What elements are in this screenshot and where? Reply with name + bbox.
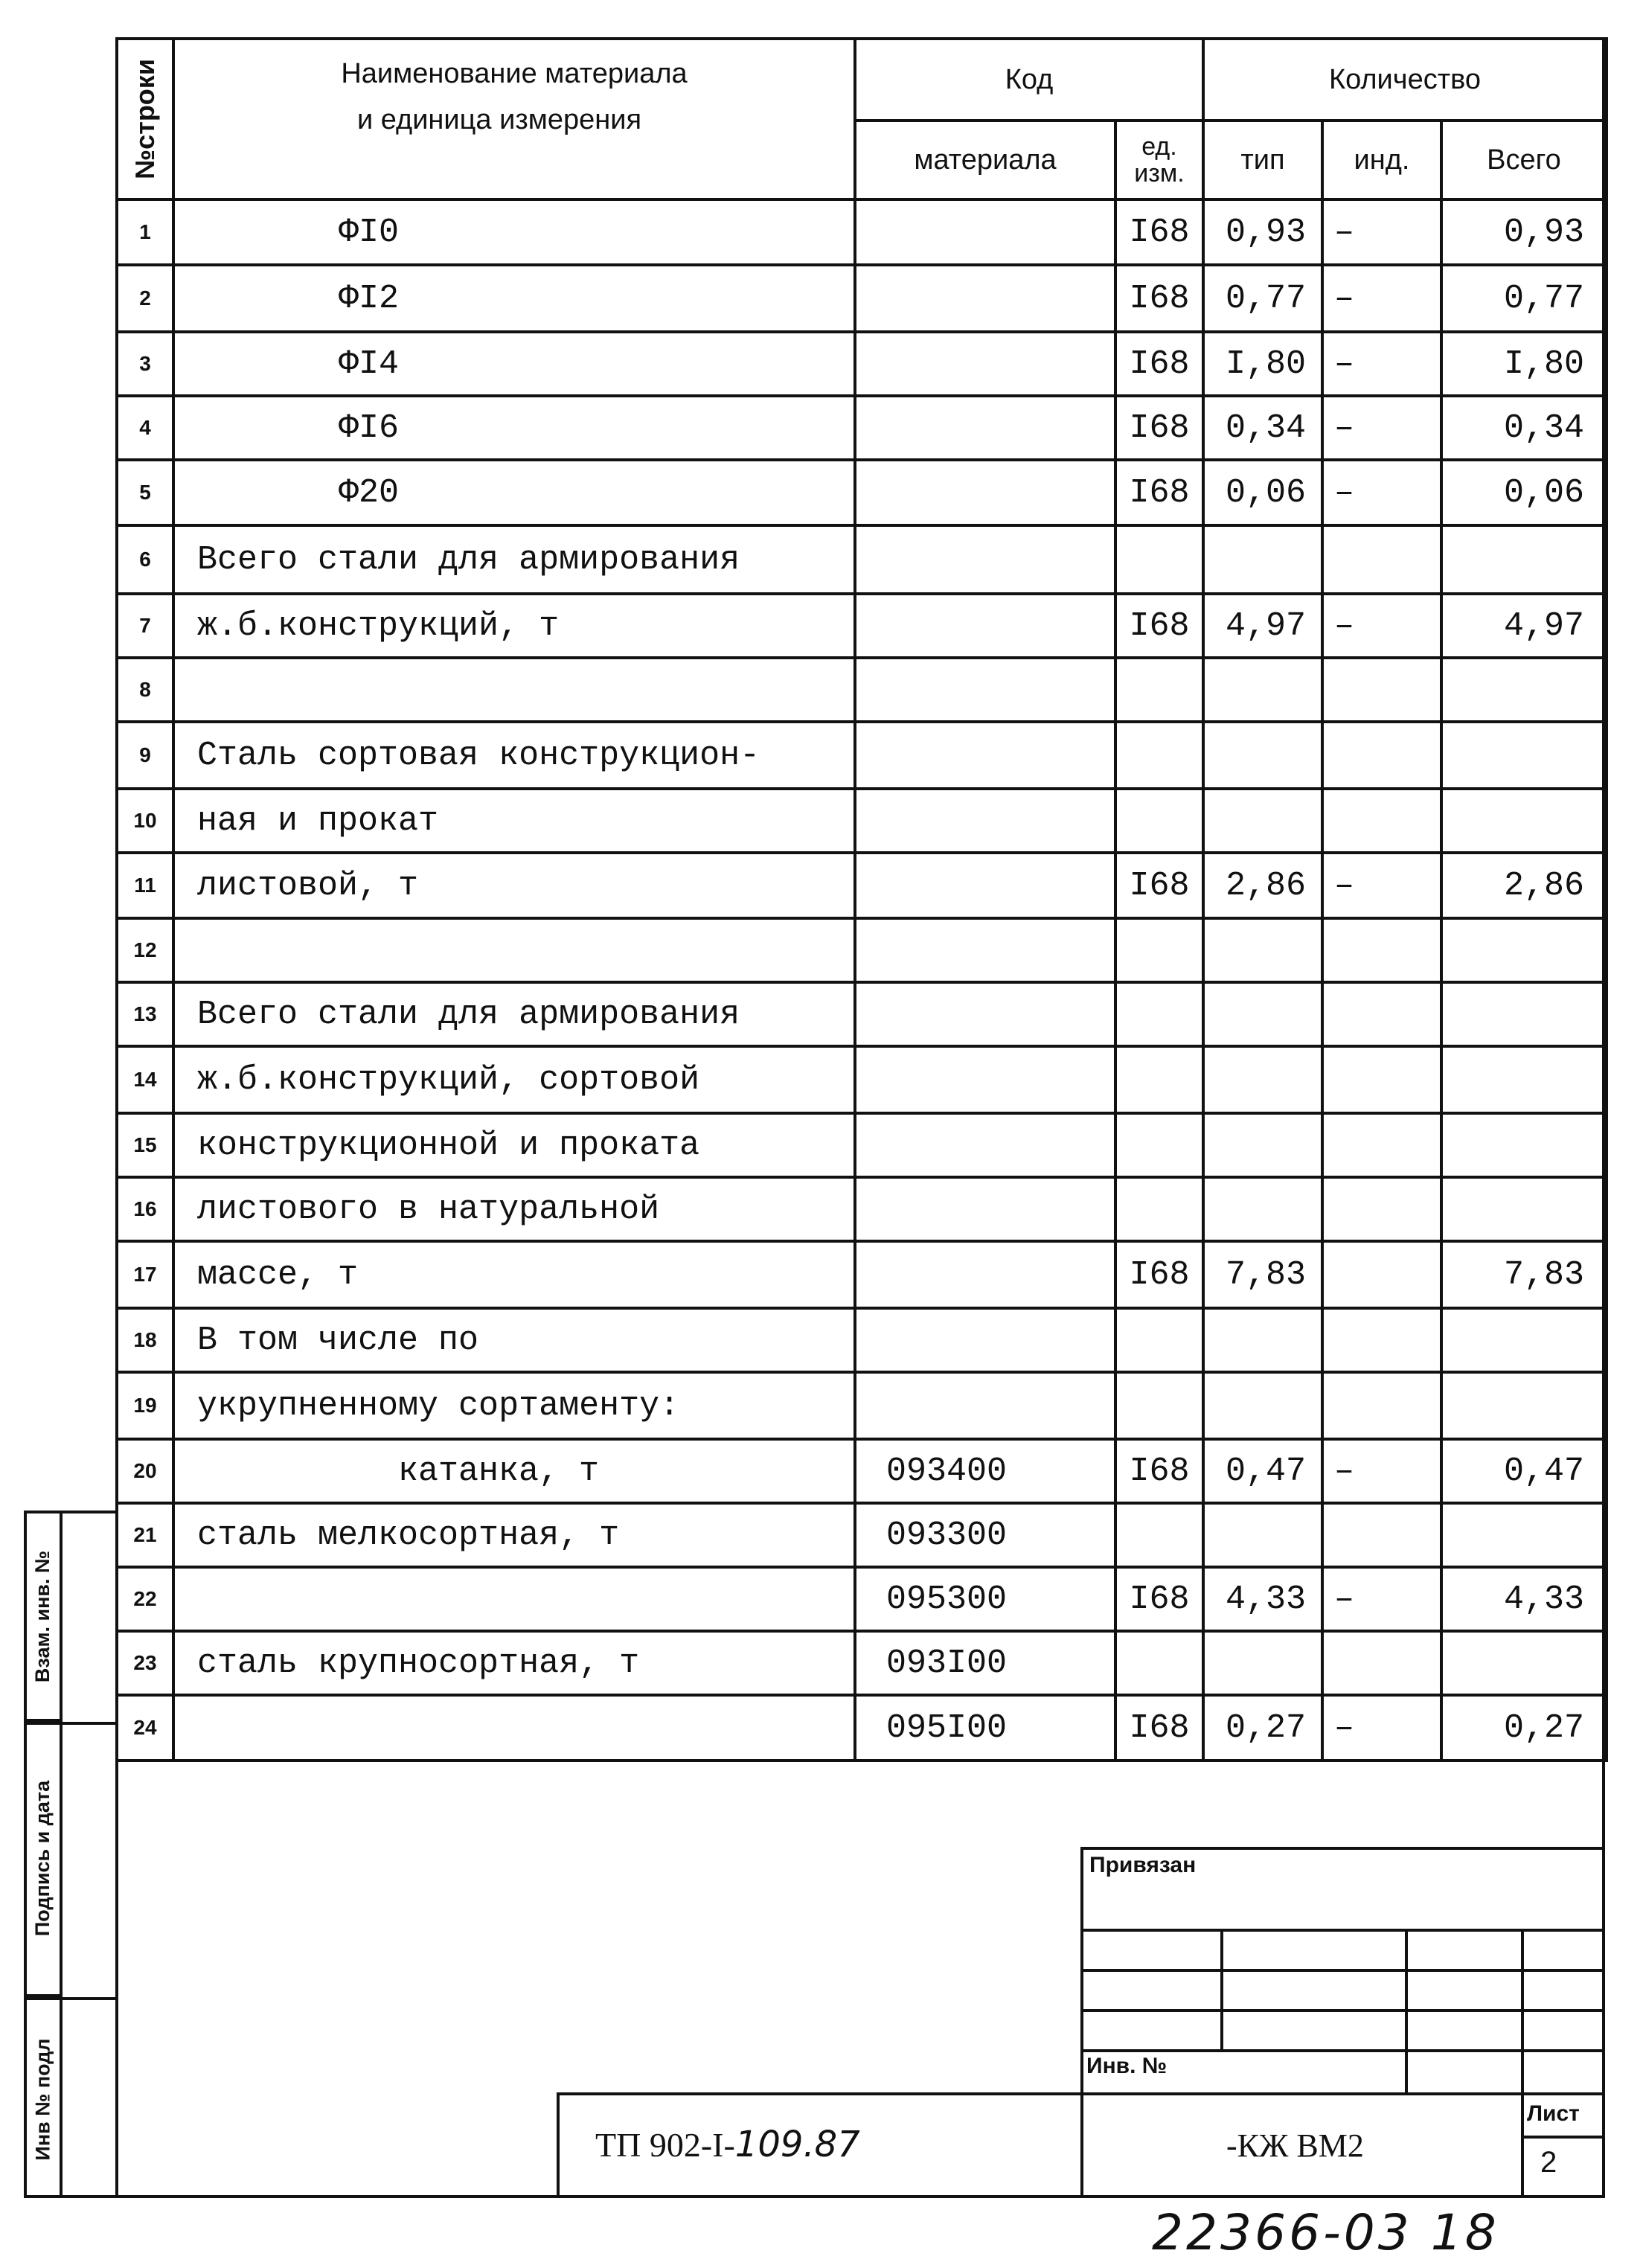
row-name-cell: ж.б.конструкций, сортовой <box>173 1046 855 1113</box>
row-total-cell: I,80 <box>1441 332 1607 396</box>
row-number-cell: 24 <box>117 1695 173 1761</box>
table-row <box>117 525 1607 594</box>
row-number-cell: 20 <box>117 1439 173 1503</box>
row-code-cell <box>855 658 1115 722</box>
row-total-cell <box>1441 1046 1607 1113</box>
row-unit-cell: I68 <box>1115 853 1203 918</box>
row-code-cell <box>855 594 1115 658</box>
row-ind-cell: – <box>1322 594 1441 658</box>
row-code-cell <box>855 722 1115 789</box>
row-code-cell <box>855 789 1115 853</box>
row-unit-cell <box>1115 918 1203 982</box>
row-unit-cell <box>1115 1503 1203 1567</box>
row-name-cell: ная и прокат <box>173 789 855 853</box>
row-number-cell: 3 <box>117 332 173 396</box>
row-code-cell <box>855 1241 1115 1308</box>
row-name-cell: В том числе по <box>173 1308 855 1372</box>
row-total-cell <box>1441 525 1607 594</box>
row-unit-cell: I68 <box>1115 199 1203 265</box>
table-row <box>117 1241 1607 1308</box>
row-ind-cell <box>1322 918 1441 982</box>
row-tip-cell: 7,83 <box>1203 1241 1322 1308</box>
row-tip-cell: 4,97 <box>1203 594 1322 658</box>
row-tip-cell <box>1203 1046 1322 1113</box>
row-number-cell: 2 <box>117 265 173 332</box>
row-code-cell: 095300 <box>855 1567 1115 1631</box>
row-tip-cell <box>1203 918 1322 982</box>
row-name-cell: ж.б.конструкций, т <box>173 594 855 658</box>
header-material: материала <box>855 121 1115 199</box>
row-number-cell: 14 <box>117 1046 173 1113</box>
row-number-cell: 11 <box>117 853 173 918</box>
row-unit-cell: I68 <box>1115 265 1203 332</box>
table-row <box>117 918 1607 982</box>
row-tip-cell <box>1203 525 1322 594</box>
header-row-no: №строки <box>117 39 173 199</box>
row-code-cell <box>855 1046 1115 1113</box>
row-ind-cell: – <box>1322 853 1441 918</box>
table-row <box>117 853 1607 918</box>
side-inv-cell <box>27 1997 60 2201</box>
row-number-cell: 13 <box>117 982 173 1046</box>
row-unit-cell: I68 <box>1115 1567 1203 1631</box>
row-tip-cell <box>1203 658 1322 722</box>
row-tip-cell: 2,86 <box>1203 853 1322 918</box>
specification-table <box>115 37 1608 1762</box>
row-total-cell <box>1441 1177 1607 1241</box>
row-code-cell <box>855 460 1115 525</box>
table-row <box>117 1177 1607 1241</box>
row-name-cell <box>173 1567 855 1631</box>
sheet-number: 2 <box>1540 2146 1557 2179</box>
row-code-cell <box>855 396 1115 460</box>
footer-number: 22366-03 18 <box>1152 2204 1499 2261</box>
side-podpis-cell <box>27 1722 60 1997</box>
row-unit-cell <box>1115 1113 1203 1177</box>
row-name-cell: Ф20 <box>173 460 855 525</box>
row-unit-cell <box>1115 1631 1203 1695</box>
doc-mark: -КЖ ВМ2 <box>1226 2127 1364 2164</box>
table-row <box>117 1695 1607 1761</box>
row-ind-cell <box>1322 658 1441 722</box>
row-name-cell <box>173 658 855 722</box>
row-tip-cell: 0,27 <box>1203 1695 1322 1761</box>
table-row <box>117 396 1607 460</box>
row-ind-cell <box>1322 722 1441 789</box>
row-number-cell: 7 <box>117 594 173 658</box>
inv-no-label: Инв. № <box>1086 2054 1168 2078</box>
row-number-cell: 10 <box>117 789 173 853</box>
row-unit-cell <box>1115 1308 1203 1372</box>
row-number-cell: 19 <box>117 1372 173 1439</box>
row-number-cell: 17 <box>117 1241 173 1308</box>
row-total-cell <box>1441 722 1607 789</box>
row-code-cell <box>855 982 1115 1046</box>
row-ind-cell: – <box>1322 265 1441 332</box>
sheet-label: Лист <box>1527 2101 1580 2126</box>
row-number-cell: 23 <box>117 1631 173 1695</box>
row-ind-cell: – <box>1322 1439 1441 1503</box>
table-row <box>117 1046 1607 1113</box>
row-code-cell <box>855 853 1115 918</box>
header-ind: инд. <box>1322 121 1441 199</box>
table-row <box>117 1631 1607 1695</box>
row-tip-cell: 4,33 <box>1203 1567 1322 1631</box>
row-code-cell: 095I00 <box>855 1695 1115 1761</box>
row-ind-cell <box>1322 1631 1441 1695</box>
table-row <box>117 722 1607 789</box>
row-tip-cell <box>1203 722 1322 789</box>
row-total-cell <box>1441 1503 1607 1567</box>
row-tip-cell <box>1203 1372 1322 1439</box>
row-tip-cell <box>1203 982 1322 1046</box>
row-number-cell: 1 <box>117 199 173 265</box>
row-unit-cell <box>1115 525 1203 594</box>
header-unit: ед. изм. <box>1115 121 1203 199</box>
privyazan-label: Привязан <box>1089 1853 1197 1877</box>
row-total-cell: 0,47 <box>1441 1439 1607 1503</box>
row-total-cell: 0,93 <box>1441 199 1607 265</box>
row-tip-cell <box>1203 1308 1322 1372</box>
row-number-cell: 6 <box>117 525 173 594</box>
row-unit-cell: I68 <box>1115 396 1203 460</box>
row-total-cell: 0,34 <box>1441 396 1607 460</box>
row-unit-cell: I68 <box>1115 594 1203 658</box>
row-unit-cell: I68 <box>1115 1241 1203 1308</box>
row-name-cell: ФI0 <box>173 199 855 265</box>
table-row <box>117 1372 1607 1439</box>
row-ind-cell <box>1322 1177 1441 1241</box>
row-unit-cell: I68 <box>1115 1695 1203 1761</box>
table-row <box>117 1308 1607 1372</box>
row-name-cell: ФI4 <box>173 332 855 396</box>
row-total-cell <box>1441 658 1607 722</box>
row-ind-cell: – <box>1322 1695 1441 1761</box>
row-number-cell: 8 <box>117 658 173 722</box>
row-code-cell: 093I00 <box>855 1631 1115 1695</box>
row-total-cell: 0,27 <box>1441 1695 1607 1761</box>
row-code-cell <box>855 199 1115 265</box>
row-total-cell <box>1441 1372 1607 1439</box>
table-row <box>117 460 1607 525</box>
row-ind-cell: – <box>1322 460 1441 525</box>
row-number-cell: 16 <box>117 1177 173 1241</box>
row-name-cell: Всего стали для армирования <box>173 525 855 594</box>
table-row <box>117 332 1607 396</box>
row-tip-cell: 0,06 <box>1203 460 1322 525</box>
row-code-cell <box>855 1113 1115 1177</box>
header-name-line1: Наименование материала <box>341 58 688 89</box>
row-ind-cell <box>1322 1046 1441 1113</box>
row-code-cell <box>855 1308 1115 1372</box>
row-ind-cell <box>1322 1372 1441 1439</box>
header-tip: тип <box>1203 121 1322 199</box>
row-name-cell: листовой, т <box>173 853 855 918</box>
row-tip-cell: 0,77 <box>1203 265 1322 332</box>
row-ind-cell <box>1322 1241 1441 1308</box>
header-total: Всего <box>1441 121 1607 199</box>
row-ind-cell: – <box>1322 1567 1441 1631</box>
row-unit-cell <box>1115 1177 1203 1241</box>
row-name-cell <box>173 1695 855 1761</box>
row-ind-cell <box>1322 789 1441 853</box>
row-ind-cell <box>1322 1113 1441 1177</box>
row-total-cell <box>1441 982 1607 1046</box>
row-tip-cell: 0,34 <box>1203 396 1322 460</box>
row-total-cell: 4,97 <box>1441 594 1607 658</box>
row-unit-cell <box>1115 1372 1203 1439</box>
row-name-cell: ФI2 <box>173 265 855 332</box>
row-code-cell <box>855 1177 1115 1241</box>
row-ind-cell <box>1322 1503 1441 1567</box>
header-quantity: Количество <box>1203 39 1607 121</box>
row-tip-cell: 0,47 <box>1203 1439 1322 1503</box>
row-code-cell <box>855 265 1115 332</box>
side-vzam-label: Взам. инв. № <box>31 1550 54 1682</box>
row-ind-cell <box>1322 1308 1441 1372</box>
side-strip <box>24 1511 118 2198</box>
row-ind-cell: – <box>1322 332 1441 396</box>
table-row <box>117 1439 1607 1503</box>
row-code-cell: 093300 <box>855 1503 1115 1567</box>
row-code-cell <box>855 918 1115 982</box>
row-unit-cell <box>1115 722 1203 789</box>
row-total-cell <box>1441 1631 1607 1695</box>
row-name-cell: укрупненному сортаменту: <box>173 1372 855 1439</box>
row-code-cell <box>855 1372 1115 1439</box>
doc-code-handwritten: 109.87 <box>734 2124 860 2165</box>
header-name <box>173 39 855 199</box>
row-unit-cell: I68 <box>1115 460 1203 525</box>
row-unit-cell <box>1115 1046 1203 1113</box>
row-unit-cell <box>1115 982 1203 1046</box>
row-name-cell: сталь мелкосортная, т <box>173 1503 855 1567</box>
row-tip-cell <box>1203 1177 1322 1241</box>
row-tip-cell <box>1203 789 1322 853</box>
table-row <box>117 982 1607 1046</box>
row-name-cell: Всего стали для армирования <box>173 982 855 1046</box>
row-name-cell: конструкционной и проката <box>173 1113 855 1177</box>
row-number-cell: 12 <box>117 918 173 982</box>
doc-code: ТП 902-I-109.87 <box>595 2124 860 2165</box>
row-name-cell: Сталь сортовая конструкцион- <box>173 722 855 789</box>
table-row <box>117 1113 1607 1177</box>
row-ind-cell: – <box>1322 396 1441 460</box>
table-row <box>117 265 1607 332</box>
header-name-line2: и единица измерения <box>356 104 642 135</box>
side-inv-label: Инв № подл <box>31 2037 54 2161</box>
row-total-cell <box>1441 1113 1607 1177</box>
row-tip-cell: I,80 <box>1203 332 1322 396</box>
row-number-cell: 9 <box>117 722 173 789</box>
row-number-cell: 15 <box>117 1113 173 1177</box>
row-name-cell: ФI6 <box>173 396 855 460</box>
row-tip-cell <box>1203 1113 1322 1177</box>
row-total-cell <box>1441 1308 1607 1372</box>
row-total-cell: 7,83 <box>1441 1241 1607 1308</box>
row-number-cell: 4 <box>117 396 173 460</box>
row-total-cell: 2,86 <box>1441 853 1607 918</box>
row-name-cell: сталь крупносортная, т <box>173 1631 855 1695</box>
row-code-cell: 093400 <box>855 1439 1115 1503</box>
row-unit-cell <box>1115 658 1203 722</box>
table-row <box>117 789 1607 853</box>
row-name-cell: массе, т <box>173 1241 855 1308</box>
row-total-cell <box>1441 918 1607 982</box>
row-unit-cell <box>1115 789 1203 853</box>
row-total-cell: 0,77 <box>1441 265 1607 332</box>
side-podpis-label: Подпись и дата <box>31 1780 54 1936</box>
table-row <box>117 1503 1607 1567</box>
row-number-cell: 21 <box>117 1503 173 1567</box>
row-unit-cell: I68 <box>1115 332 1203 396</box>
row-ind-cell <box>1322 982 1441 1046</box>
table-row <box>117 594 1607 658</box>
row-total-cell: 4,33 <box>1441 1567 1607 1631</box>
row-tip-cell <box>1203 1631 1322 1695</box>
row-name-cell: листового в натуральной <box>173 1177 855 1241</box>
side-vzam-cell <box>27 1513 60 1722</box>
row-code-cell <box>855 525 1115 594</box>
row-tip-cell: 0,93 <box>1203 199 1322 265</box>
table-row <box>117 658 1607 722</box>
row-name-cell <box>173 918 855 982</box>
row-tip-cell <box>1203 1503 1322 1567</box>
table-row <box>117 199 1607 265</box>
row-number-cell: 18 <box>117 1308 173 1372</box>
row-number-cell: 22 <box>117 1567 173 1631</box>
row-number-cell: 5 <box>117 460 173 525</box>
row-code-cell <box>855 332 1115 396</box>
row-total-cell: 0,06 <box>1441 460 1607 525</box>
row-name-cell: катанка, т <box>173 1439 855 1503</box>
header-code: Код <box>855 39 1203 121</box>
row-unit-cell: I68 <box>1115 1439 1203 1503</box>
row-total-cell <box>1441 789 1607 853</box>
row-ind-cell <box>1322 525 1441 594</box>
table-row <box>117 1567 1607 1631</box>
row-ind-cell: – <box>1322 199 1441 265</box>
